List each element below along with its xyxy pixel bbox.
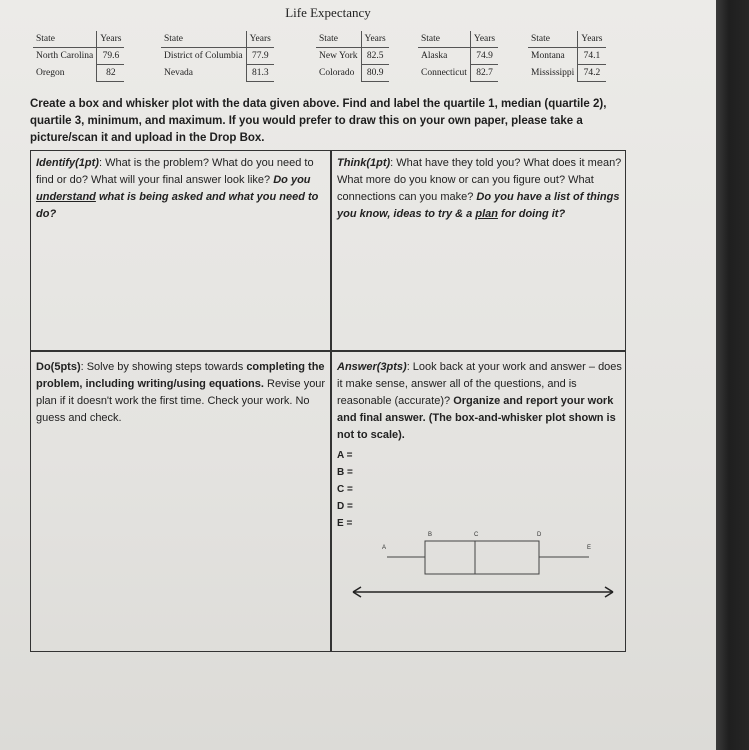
table-header-years: Years: [578, 31, 606, 48]
table-cell-state: Montana: [531, 51, 565, 62]
do-label: Do(5pts): [36, 361, 81, 373]
data-table-3: [316, 31, 389, 82]
table-cell-years: 82.7: [470, 65, 498, 82]
identify-text: : What is the problem? What do you need to find or do? What will your final answer look like?: [36, 157, 314, 186]
identify-bold-underline: understand: [36, 191, 96, 203]
data-table-5: [528, 31, 606, 82]
table-cell-state: District of Columbia: [164, 51, 243, 62]
plot-label-b: B: [428, 532, 433, 538]
table-cell-state: Colorado: [319, 68, 355, 78]
think-label: Think(1pt): [337, 157, 391, 169]
table-header-state: State: [316, 31, 361, 48]
answer-bold: Organize and report your work and final answer. (The box-and-whisker plot shown is not to scale).: [337, 395, 616, 441]
answer-list: [337, 447, 353, 532]
think-bold-b: for doing it?: [497, 208, 566, 220]
do-text: : Solve by showing steps towards: [80, 361, 247, 373]
response-grid: [30, 150, 626, 652]
answer-item-c[interactable]: C =: [337, 484, 353, 495]
identify-bold-a: Do you: [273, 174, 311, 186]
identify-bold-b: what is being asked and what you need to do?: [36, 191, 319, 220]
identify-label: Identify(1pt): [36, 157, 99, 169]
do-cell[interactable]: [36, 359, 326, 427]
table-cell-years: 77.9: [246, 48, 274, 65]
answer-text: : Look back at your work and answer – does it make sense, answer all of the questions, and is reasonable (accurate)?: [337, 361, 622, 407]
answer-item-b[interactable]: B =: [337, 467, 353, 478]
data-table-1: [33, 31, 124, 82]
table-header-state: State: [418, 31, 470, 48]
answer-item-a[interactable]: A =: [337, 450, 353, 461]
identify-cell[interactable]: [36, 155, 326, 223]
table-cell-years: 82: [97, 65, 125, 82]
answer-item-e[interactable]: E =: [337, 518, 353, 529]
table-cell-state: Mississippi: [531, 68, 575, 78]
plot-label-a: A: [382, 545, 387, 551]
box-whisker-diagram: [337, 521, 622, 611]
answer-cell[interactable]: [337, 359, 622, 444]
instructions-text: Create a box and whisker plot with the data given above. Find and label the quartile 1, median (quartile 2), quartile 3, minimum, and maximum. If you would prefer to draw this on your own paper, please take a picture/scan it and upload in the Drop Box.: [30, 98, 607, 144]
data-table-2: [161, 31, 274, 82]
table-cell-state: Alaska: [421, 51, 448, 62]
table-cell-years: 81.3: [246, 65, 274, 82]
table-cell-state: North Carolina: [36, 51, 94, 62]
table-header-years: Years: [97, 31, 125, 48]
table-header-state: State: [33, 31, 97, 48]
plot-label-c: C: [474, 532, 479, 538]
page-title: Life Expectancy: [285, 5, 371, 20]
quartile-box: [425, 541, 539, 574]
table-header-years: Years: [246, 31, 274, 48]
table-cell-state: Nevada: [164, 68, 194, 78]
think-bold-a: Do you have a list of things you know, ideas to try & a: [337, 191, 620, 220]
think-text: : What have they told you? What does it mean? What more do you know or can you figure out? What connections can you make?: [337, 157, 622, 203]
table-cell-years: 74.9: [470, 48, 498, 65]
think-bold-underline: plan: [475, 208, 498, 220]
table-header-years: Years: [470, 31, 498, 48]
table-cell-years: 80.9: [361, 65, 389, 82]
answer-item-d[interactable]: D =: [337, 501, 353, 512]
plot-label-e: E: [587, 545, 592, 551]
table-cell-years: 74.1: [578, 48, 606, 65]
do-bold: completing the problem, including writing/using equations.: [36, 361, 325, 390]
plot-label-d: D: [537, 532, 542, 538]
table-header-state: State: [161, 31, 246, 48]
table-cell-years: 74.2: [578, 65, 606, 82]
background-edge: [716, 0, 749, 750]
do-text-2: Revise your plan if it doesn't work the first time. Check your work. No guess and check.: [36, 378, 326, 424]
data-table-4: [418, 31, 498, 82]
grid-divider-horizontal: [31, 350, 625, 352]
grid-divider-vertical: [330, 151, 332, 651]
table-header-state: State: [528, 31, 578, 48]
table-cell-years: 79.6: [97, 48, 125, 65]
think-cell[interactable]: [337, 155, 622, 223]
table-header-years: Years: [361, 31, 389, 48]
table-cell-state: Oregon: [36, 68, 65, 78]
table-cell-years: 82.5: [361, 48, 389, 65]
table-cell-state: Connecticut: [421, 68, 467, 78]
answer-label: Answer(3pts): [337, 361, 407, 373]
table-cell-state: New York: [319, 51, 358, 62]
